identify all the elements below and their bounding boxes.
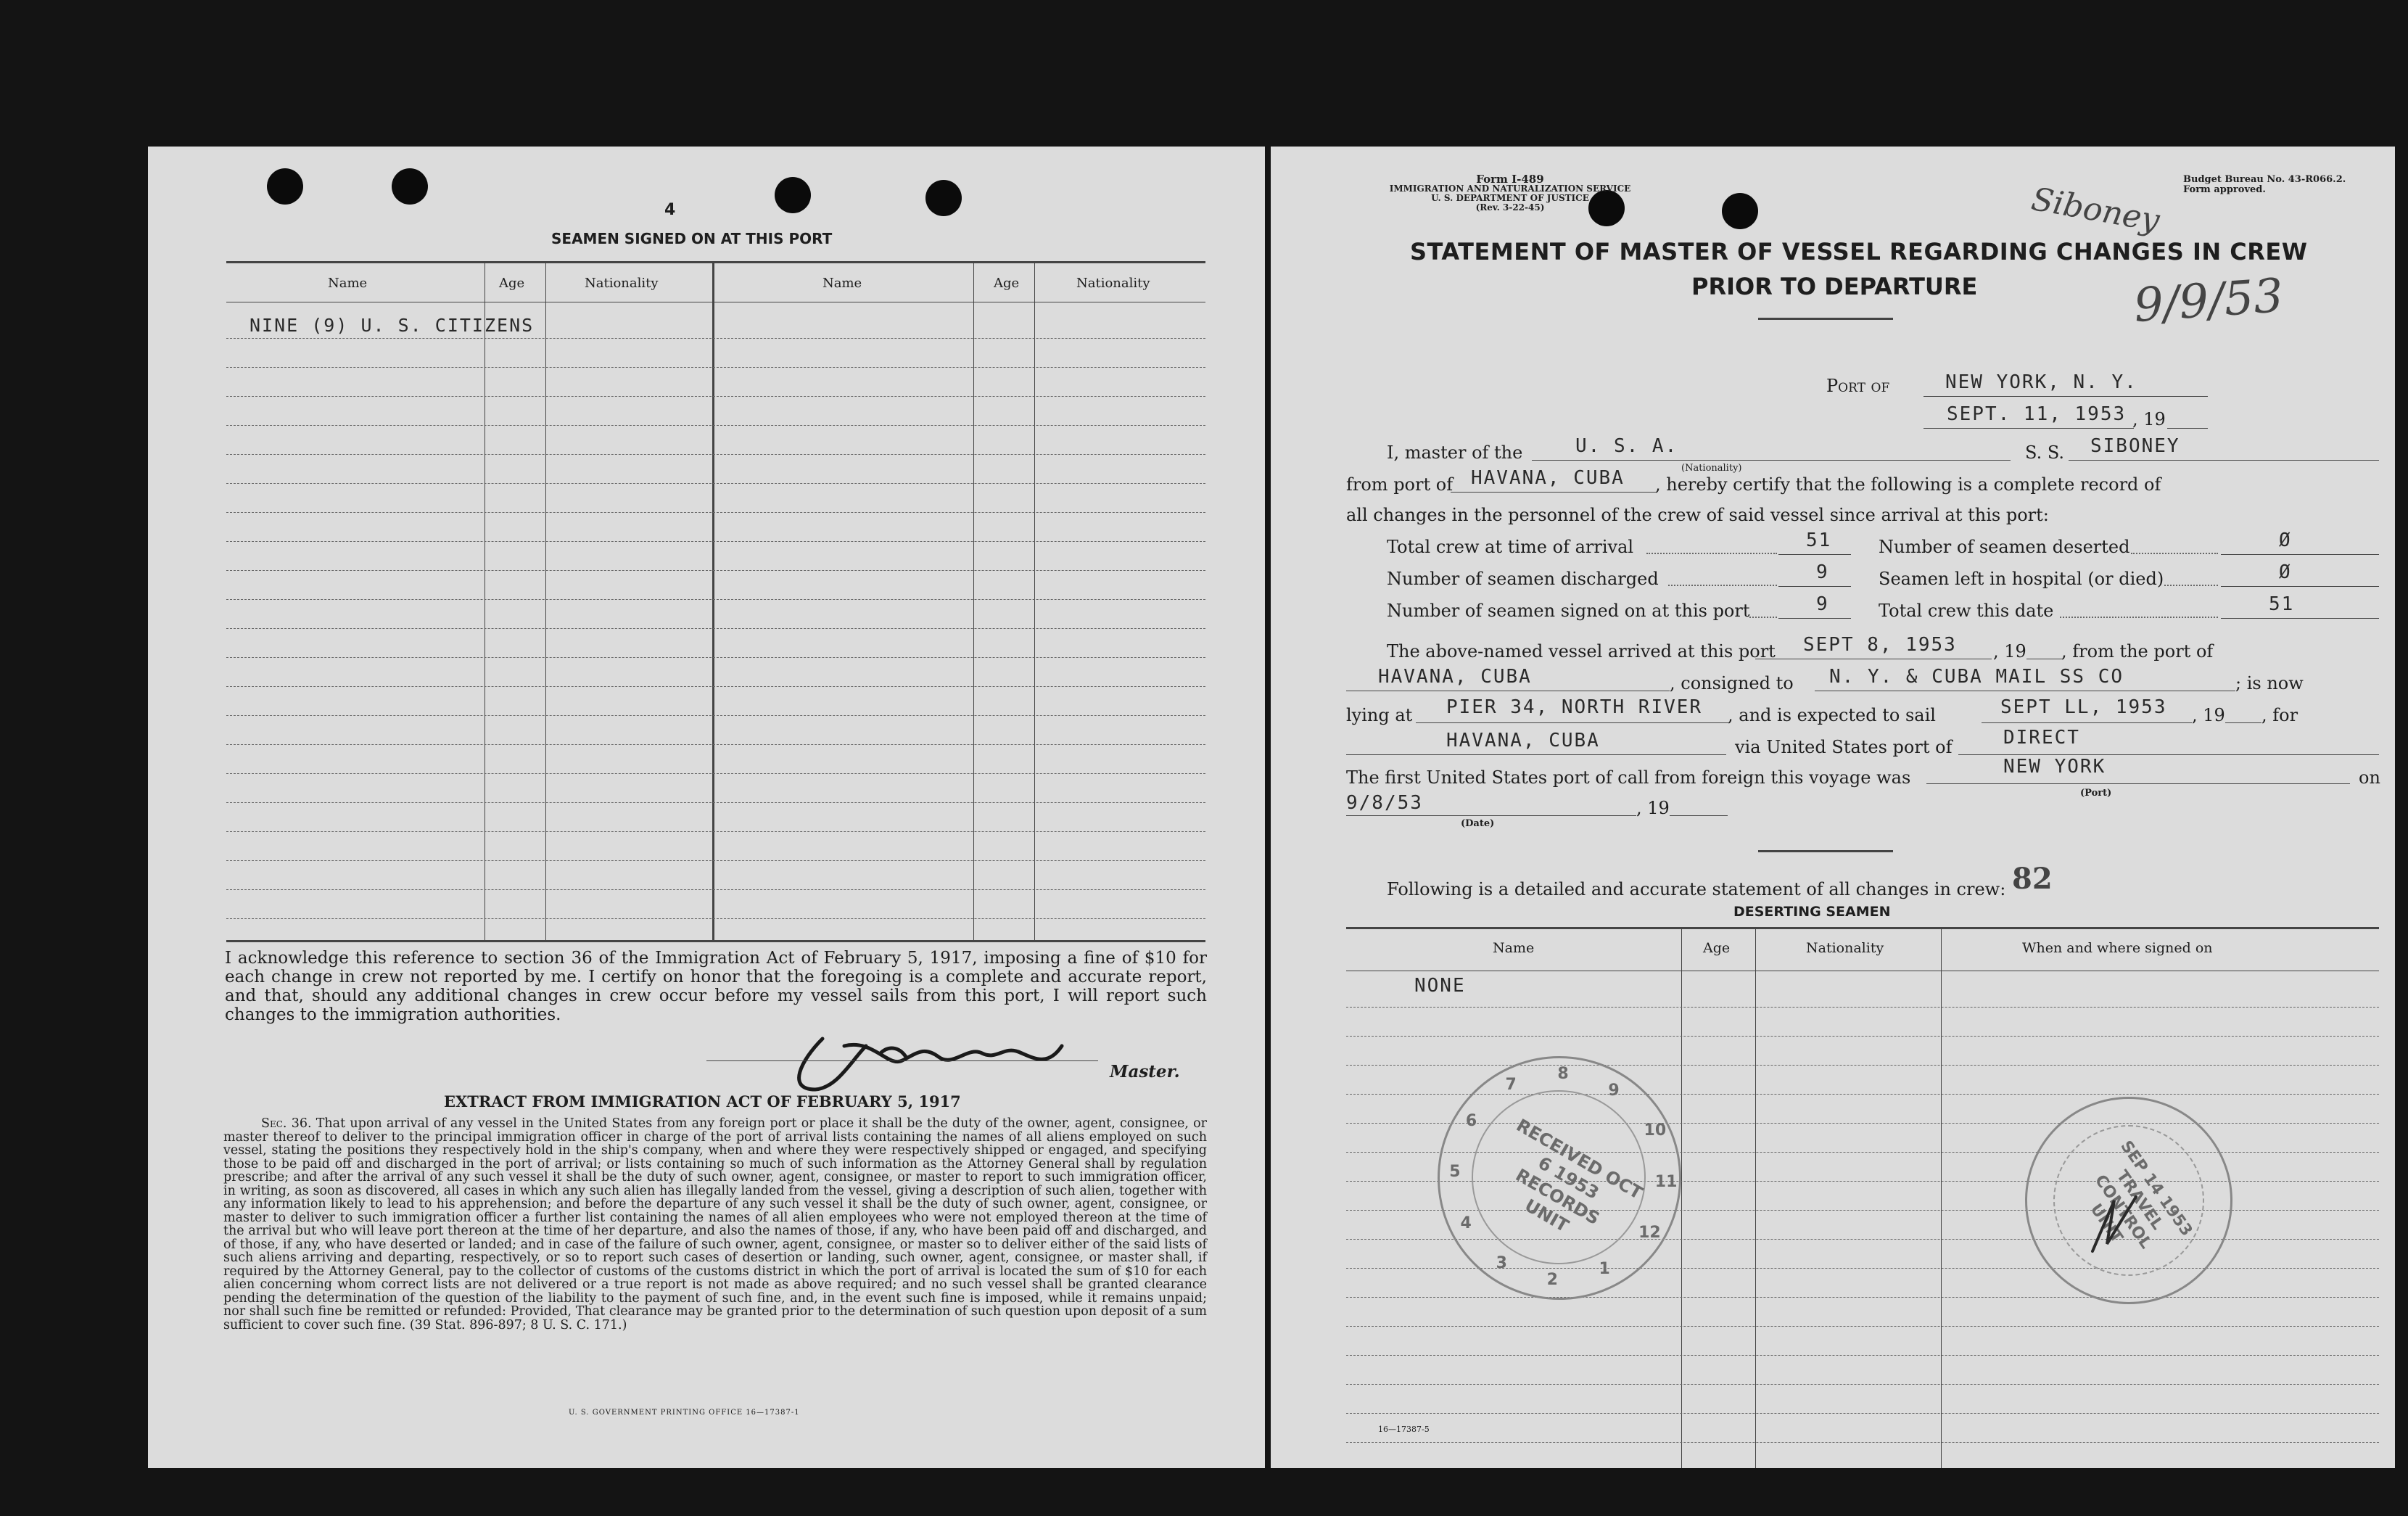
row-rule <box>1346 1384 2379 1385</box>
row-rule <box>1346 1007 2379 1008</box>
col-age-2: Age <box>994 276 1020 291</box>
total-arrival-label: Total crew at time of arrival <box>1387 537 1634 557</box>
stamp-digit: 11 <box>1654 1173 1678 1192</box>
agency-line: U. S. DEPARTMENT OF JUSTICE <box>1431 193 1589 203</box>
initials-mark <box>2085 1193 2151 1258</box>
row-rule <box>226 773 1205 774</box>
extract-title: EXTRACT FROM IMMIGRATION ACT OF FEBRUARY 5, 1917 <box>444 1092 961 1111</box>
lying-at: PIER 34, NORTH RIVER <box>1446 696 1703 718</box>
stamp-digit: 12 <box>1638 1224 1661 1243</box>
crew-entry: NINE (9) U. S. CITIZENS <box>250 315 535 336</box>
received-stamp <box>1438 1056 1681 1300</box>
received-stamp-text: RECEIVED OCT 6 1953 RECORDS UNIT <box>1512 1115 1646 1237</box>
form-id: Form I-489 <box>1476 173 1544 186</box>
col-nationality-2: Nationality <box>1076 276 1150 291</box>
row-rule <box>226 512 1205 513</box>
year-suffix: , 19 <box>2132 409 2166 429</box>
agency-line: IMMIGRATION AND NATURALIZATION SERVICE <box>1389 184 1631 194</box>
certify-text-2: all changes in the personnel of the crew of said vessel since arrival at this port: <box>1346 505 2049 525</box>
sail-date: SEPT LL, 1953 <box>2000 696 2167 718</box>
row-rule <box>226 570 1205 571</box>
following-label: Following is a detailed and accurate statement of all changes in crew: <box>1387 879 2006 899</box>
arrived-from: HAVANA, CUBA <box>1378 666 1532 688</box>
form-approved: Form approved. <box>2183 184 2266 195</box>
row-rule <box>226 860 1205 861</box>
hospital-value: Ø <box>2279 561 2292 583</box>
row-rule <box>226 541 1205 542</box>
row-rule <box>226 454 1205 455</box>
total-arrival-value: 51 <box>1806 530 1832 551</box>
agency-line: (Rev. 3-22-45) <box>1475 202 1545 213</box>
certify-text: , hereby certify that the following is a complete record of <box>1655 474 2161 495</box>
row-rule <box>226 802 1205 803</box>
signed-on-label: Number of seamen signed on at this port <box>1387 601 1750 621</box>
port-caption: (Port) <box>2080 788 2112 799</box>
col-nationality: Nationality <box>585 276 659 291</box>
stamp-digit: 9 <box>1608 1081 1620 1100</box>
on-label: on <box>2359 767 2380 788</box>
punch-hole <box>267 168 303 205</box>
hospital-label: Seamen left in hospital (or died) <box>1879 569 2164 589</box>
row-rule <box>226 918 1205 919</box>
row-rule <box>226 831 1205 832</box>
vessel-name: SIBONEY <box>2090 435 2180 457</box>
travel-control-stamp-text: SEP 14 1953 TRAVEL CONTROL UNIT <box>2086 1137 2196 1253</box>
punch-hole <box>775 177 811 213</box>
row-rule <box>226 889 1205 890</box>
from-port-label: from port of <box>1346 474 1454 495</box>
stamp-digit: 8 <box>1557 1065 1569 1084</box>
deserting-entry: NONE <box>1414 975 1466 997</box>
punch-hole <box>392 168 428 205</box>
via-port: DIRECT <box>2003 727 2080 749</box>
date-value: SEPT. 11, 1953 <box>1947 403 2127 425</box>
total-date-value: 51 <box>2269 593 2295 615</box>
via-label: via United States port of <box>1735 737 1953 757</box>
deserted-value: Ø <box>2279 530 2292 551</box>
total-date-label: Total crew this date <box>1879 601 2054 621</box>
row-rule <box>226 483 1205 484</box>
row-rule <box>226 338 1205 339</box>
row-rule <box>226 715 1205 716</box>
col-name: Name <box>328 276 368 291</box>
right-page <box>1271 147 2395 1468</box>
extract-body: That upon arrival of any vessel in the United States from any foreign port or place it shall be the duty of the owner, agent, consignee, or master thereof to deliver to the principal immigration officer in charge of the port of arrival lists containing the names of all aliens employed on such vessel, stating the positions they respectively hold in the ship's company, when and where they were respectively shipped or engaged, and specifying those to be paid off and discharged in the port of arrival; or lists containing so much of such information as the Attorney General shall by regulation prescribe; and after the arrival of any such vessel it shall be the duty of such owner, agent, consignee, or master to report to such immigration officer, in writing, as soon as discovered, all cases in which any such alien has illegally landed from the vessel, giving a description of such alien, together with any information likely to lead to his apprehension; and before the departure of any such vessel it shall be the duty of such owner, agent, consignee, or master to deliver to such immigration officer a further list containing the names of all alien employees who were not employed thereon at the time of the arrival but who will leave port thereon at the time of her departure, and also the names of those, if any, who have been paid off and discharged, and of those, if any, who have deserted or landed; and in case of the failure of such owner, agent, consignee, or master so to deliver either of the said lists of such aliens arriving and departing, respectively, or so to report such cases of desertion or landing, such owner, agent, consignee, or master shall, if required by the Attorney General, pay to the collector of customs of the customs district in which the port of arrival is located the sum of $10 for each alien concerning whom correct lists are not delivered or a true report is not made as above required; and no such vessel shall be granted clearance pending the determination of the question of the liability to the payment of such fine, and, in the event such fine is imposed, while it remains unpaid; nor shall such fine be remitted or refunded: Provided, That clearance may be granted prior to the determination of such question upon deposit of a sum sufficient to cover such fine. (39 Stat. 896-897; 8 U. S. C. 171.) <box>223 1116 1207 1332</box>
row-rule <box>1346 1326 2379 1327</box>
row-rule <box>1346 1065 2379 1066</box>
row-rule <box>226 744 1205 745</box>
handwritten-date: 9/9/53 <box>2132 268 2285 334</box>
extract-text <box>223 1117 1207 1332</box>
discharged-value: 9 <box>1816 561 1829 583</box>
from-the-port-label: , from the port of <box>2061 641 2214 662</box>
expected-label: , and is expected to sail <box>1728 705 1936 725</box>
deserting-title: DESERTING SEAMEN <box>1733 904 1891 920</box>
col-name-2: Name <box>822 276 862 291</box>
punch-hole <box>1722 193 1758 229</box>
row-rule <box>226 396 1205 397</box>
for-label: , for <box>2261 705 2298 725</box>
date-caption: (Date) <box>1461 818 1495 829</box>
from-port-value: HAVANA, CUBA <box>1471 467 1625 489</box>
master-label: Master. <box>1110 1062 1180 1082</box>
row-rule <box>226 628 1205 629</box>
consigned-label: , consigned to <box>1670 673 1794 693</box>
agency-block <box>1351 184 1670 213</box>
arrived-date: SEPT 8, 1953 <box>1803 634 1957 656</box>
stamp-digit: 2 <box>1546 1270 1558 1289</box>
stamp-digit: 6 <box>1465 1111 1477 1130</box>
master-of-label: I, master of the <box>1387 442 1523 463</box>
stamp-digit: 4 <box>1460 1214 1472 1233</box>
row-rule <box>1346 1442 2379 1443</box>
row-rule <box>226 425 1205 426</box>
first-port-label: The first United States port of call from foreign this voyage was <box>1346 767 1911 788</box>
consignee: N. Y. & CUBA MAIL SS CO <box>1829 666 2124 688</box>
lying-at-label: lying at <box>1346 705 1413 725</box>
destination: HAVANA, CUBA <box>1446 730 1600 751</box>
col-name: Name <box>1493 940 1535 956</box>
row-rule <box>226 686 1205 687</box>
row-rule <box>226 367 1205 368</box>
acknowledgement: I acknowledge this reference to section 36 of the Immigration Act of February 5, 1917, imposing a fine of $10 for each change in crew not reported by me. I certify on honor that the foregoing is a complete and accurate report, and that, should any additional changes in crew occur before my vessel sails from this port, I will report such changes to the immigration authorities. <box>225 949 1207 1024</box>
first-date: 9/8/53 <box>1346 792 1423 814</box>
stamp-digit: 5 <box>1449 1162 1461 1181</box>
col-when-where: When and where signed on <box>2022 940 2213 956</box>
handwritten-vessel: Siboney <box>2028 180 2163 240</box>
discharged-label: Number of seamen discharged <box>1387 569 1659 589</box>
port-label: Port of <box>1826 376 1890 396</box>
signed-on-value: 9 <box>1816 593 1829 615</box>
stamp-digit: 7 <box>1505 1076 1517 1095</box>
travel-control-stamp <box>2025 1097 2232 1304</box>
is-now-label: ; is now <box>2235 673 2304 693</box>
row-rule <box>1346 1036 2379 1037</box>
punch-hole <box>925 180 962 216</box>
row-rule <box>226 599 1205 600</box>
stamp-digit: 3 <box>1496 1254 1507 1273</box>
row-rule <box>1346 1355 2379 1356</box>
arrived-label: The above-named vessel arrived at this port <box>1387 641 1776 662</box>
deserted-label: Number of seamen deserted <box>1879 537 2130 557</box>
left-page <box>148 147 1265 1468</box>
col-age: Age <box>1703 940 1731 956</box>
stamp-digit: 1 <box>1599 1259 1610 1278</box>
year-suffix-2: , 19 <box>1993 641 2026 662</box>
printer-line: 16—17387-5 <box>1378 1425 1430 1434</box>
row-rule <box>1346 1413 2379 1414</box>
first-port: NEW YORK <box>2003 756 2106 778</box>
ss-label: S. S. <box>2025 442 2065 463</box>
row-rule <box>1346 1297 2379 1298</box>
form-title-2: PRIOR TO DEPARTURE <box>1691 273 1978 300</box>
handwritten-number: 82 <box>2012 862 2053 896</box>
year-suffix-4: , 19 <box>1636 798 1670 818</box>
row-rule <box>226 657 1205 658</box>
port-value: NEW YORK, N. Y. <box>1945 371 2137 393</box>
nationality-caption: (Nationality) <box>1681 463 1742 474</box>
year-suffix-3: , 19 <box>2192 705 2225 725</box>
printer-line: U. S. GOVERNMENT PRINTING OFFICE 16—17387-1 <box>569 1409 800 1417</box>
col-nationality: Nationality <box>1806 940 1884 956</box>
page-number: 4 <box>664 201 676 219</box>
col-age: Age <box>499 276 525 291</box>
form-title-1: STATEMENT OF MASTER OF VESSEL REGARDING CHANGES IN CREW <box>1410 238 2308 265</box>
budget-bureau: Budget Bureau No. 43-R066.2. <box>2183 174 2346 185</box>
nationality-value: U. S. A. <box>1575 435 1678 457</box>
section-title: SEAMEN SIGNED ON AT THIS PORT <box>551 230 833 247</box>
extract-lead: Sec. 36. <box>261 1116 312 1131</box>
stamp-digit: 10 <box>1644 1121 1667 1140</box>
